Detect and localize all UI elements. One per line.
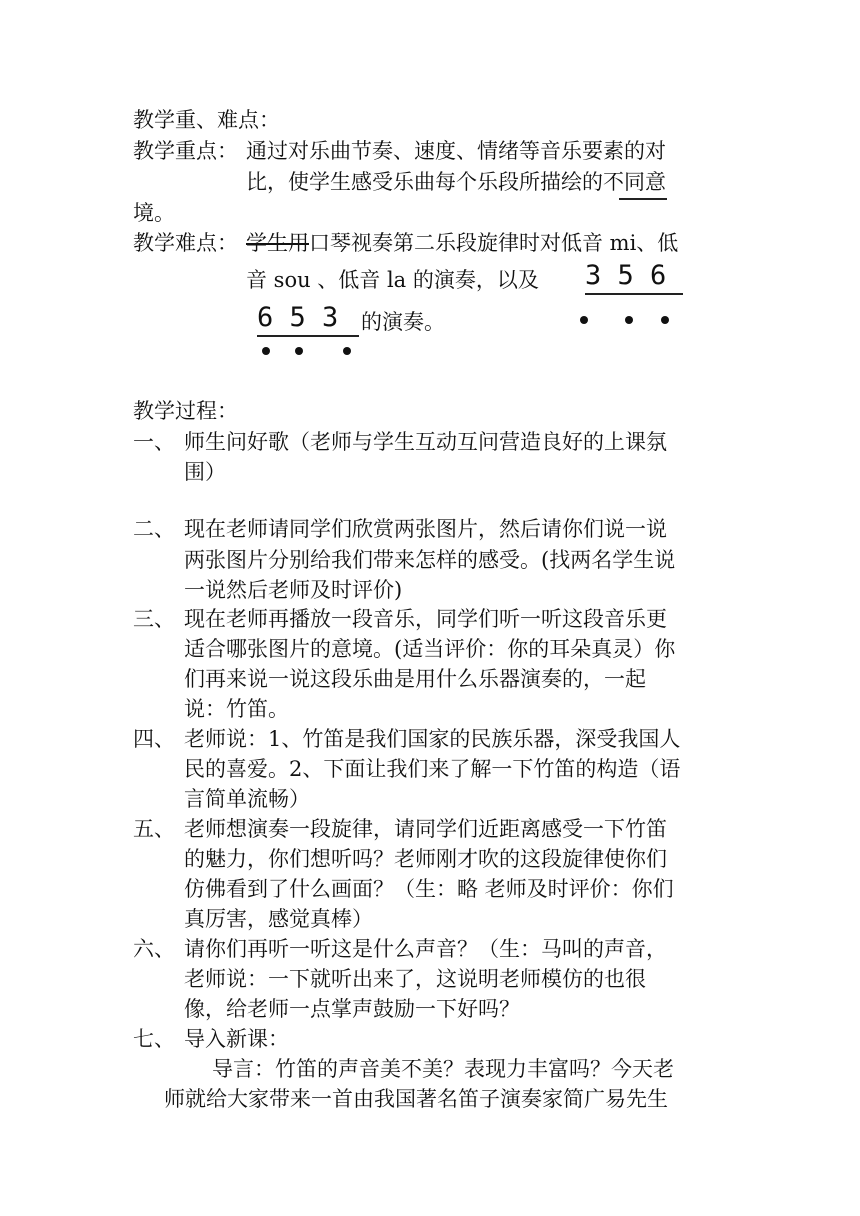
item-3-line-1: 现在老师再播放一段音乐，同学们听一听这段音乐更 — [184, 607, 667, 631]
focus-line-2-c: 不同意 — [603, 170, 666, 194]
item-2-line-2: 两张图片分别给我们带来怎样的感受。(找两名学生说 — [184, 548, 676, 572]
item-4-line-2: 民的喜爱。2、下面让我们来了解一下竹笛的构造（语 — [184, 757, 681, 781]
underline-mark — [619, 198, 667, 200]
focus-line-2 — [246, 167, 666, 197]
item-6-line-2: 老师说：一下就听出来了，这说明老师模仿的也很 — [184, 967, 646, 991]
focus-line-3: 境。 — [133, 201, 175, 225]
item-3-line-2: 适合哪张图片的意境。(适当评价：你的耳朵真灵）你 — [184, 637, 676, 661]
item-4-line-1: 老师说：1、竹笛是我们国家的民族乐器，深受我国人 — [184, 727, 681, 751]
focus-line-2-b: 的 — [582, 170, 603, 194]
item-1-line-2: 围） — [184, 460, 226, 484]
item-number: 一、 — [133, 430, 175, 454]
low-octave-dot — [580, 316, 588, 324]
item-6-line-1: 请你们再听一听这是什么声音？（生：马叫的声音， — [184, 937, 667, 961]
struck-text: 学生用 — [246, 231, 309, 255]
item-5-line-1: 老师想演奏一段旋律，请同学们近距离感受一下竹笛 — [184, 817, 667, 841]
item-6-line-3: 像，给老师一点掌声鼓励一下好吗？ — [184, 997, 520, 1021]
item-number: 六、 — [133, 937, 175, 961]
low-octave-dot — [262, 347, 270, 355]
item-number: 二、 — [133, 517, 175, 541]
item-number: 七、 — [133, 1027, 175, 1051]
item-2-line-1: 现在老师请同学们欣赏两张图片，然后请你们说一说 — [184, 517, 667, 541]
low-octave-dot — [295, 347, 303, 355]
low-octave-dot — [625, 316, 633, 324]
difficulty-line-1-rest: 口琴视奏第二乐段旋律时对低音 mi、低 — [309, 231, 679, 255]
item-3-line-3: 们再来说一说这段乐曲是用什么乐器演奏的，一起 — [184, 667, 646, 691]
item-number: 五、 — [133, 817, 175, 841]
difficulty-line-3-tail: 的演奏。 — [361, 310, 445, 334]
item-4-line-3: 言简单流畅） — [184, 787, 310, 811]
difficulty-line-2: 音 sou 、低音 la 的演奏，以及 — [246, 268, 539, 292]
item-number: 三、 — [133, 607, 175, 631]
key-points-heading: 教学重、难点： — [133, 108, 280, 132]
item-number: 四、 — [133, 727, 175, 751]
focus-line-2-a: 比，使学生感受乐曲每个乐段所描绘 — [246, 170, 582, 194]
item-1-line-1: 师生问好歌（老师与学生互动互问营造良好的上课氛 — [184, 430, 667, 454]
focus-line-1: 通过对乐曲节奏、速度、情绪等音乐要素的对 — [246, 139, 666, 163]
item-5-line-2: 的魅力，你们想听吗？老师刚才吹的这段旋律使你们 — [184, 847, 667, 871]
jianpu-notes-b: 6 5 3 — [257, 301, 359, 337]
focus-label: 教学重点： — [133, 139, 238, 163]
difficulty-label: 教学难点： — [133, 231, 238, 255]
process-heading: 教学过程： — [133, 399, 238, 423]
item-2-line-3: 一说然后老师及时评价) — [184, 578, 403, 602]
item-5-line-4: 真厉害，感觉真棒） — [184, 907, 373, 931]
low-octave-dot — [661, 316, 669, 324]
item-7-line-1: 导入新课： — [184, 1027, 289, 1051]
item-3-line-4: 说：竹笛。 — [184, 697, 289, 721]
jianpu-notes-a: 3 5 6 — [585, 259, 683, 295]
difficulty-line-1 — [246, 228, 678, 258]
intro-line-2: 师就给大家带来一首由我国著名笛子演奏家简广易先生 — [164, 1087, 668, 1111]
item-5-line-3: 仿佛看到了什么画面？（生：略 老师及时评价：你们 — [184, 877, 674, 901]
intro-line-1: 导言：竹笛的声音美不美？表现力丰富吗？今天老 — [212, 1057, 674, 1081]
low-octave-dot — [343, 347, 351, 355]
